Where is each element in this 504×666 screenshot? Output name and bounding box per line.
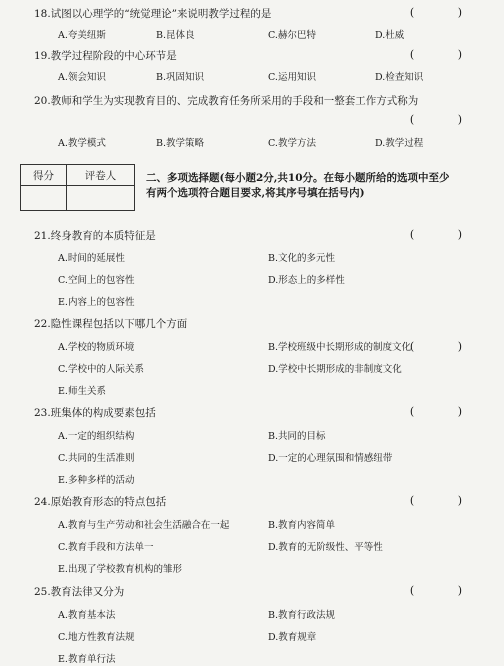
question-24: 24.原始教育形态的特点包括 <box>34 496 167 508</box>
answer-bracket-23: ( ) <box>409 405 482 418</box>
question-22: 22.隐性课程包括以下哪几个方面 <box>34 318 188 330</box>
section-heading-line1: 二、多项选择题(每小题2分,共10分。在每小题所给的选项中至少 <box>146 172 450 184</box>
option-23-e: E.多种多样的活动 <box>58 475 135 486</box>
option-20-a: A.教学模式 <box>58 138 106 149</box>
option-24-c: C.教育手段和方法单一 <box>58 542 154 553</box>
option-24-d: D.教育的无阶级性、平等性 <box>268 542 383 553</box>
answer-bracket-19: ( ) <box>409 48 482 61</box>
option-24-a: A.教育与生产劳动和社会生活融合在一起 <box>58 520 230 531</box>
question-20: 20.教师和学生为实现教育目的、完成教育任务所采用的手段和一整套工作方式称为 <box>34 95 419 107</box>
answer-bracket-21: ( ) <box>409 228 482 241</box>
answer-bracket-20: ( ) <box>409 113 482 126</box>
answer-bracket-24: ( ) <box>409 494 482 507</box>
option-21-a: A.时间的延展性 <box>58 253 125 264</box>
option-19-d: D.检查知识 <box>375 72 424 83</box>
option-18-a: A.夸美纽斯 <box>58 30 106 41</box>
option-18-b: B.昆体良 <box>156 30 195 41</box>
question-21: 21.终身教育的本质特征是 <box>34 230 156 242</box>
question-25: 25.教育法律又分为 <box>34 586 125 598</box>
option-25-d: D.教育规章 <box>268 632 317 643</box>
question-19: 19.教学过程阶段的中心环节是 <box>34 50 177 62</box>
score-cell <box>21 186 67 211</box>
option-22-c: C.学校中的人际关系 <box>58 364 144 375</box>
question-23: 23.班集体的构成要素包括 <box>34 407 156 419</box>
option-21-b: B.文化的多元性 <box>268 253 336 264</box>
option-23-d: D.一定的心理氛围和情感纽带 <box>268 453 393 464</box>
option-22-a: A.学校的物质环境 <box>58 342 135 353</box>
option-18-c: C.赫尔巴特 <box>268 30 316 41</box>
option-20-b: B.教学策略 <box>156 138 205 149</box>
option-24-e: E.出现了学校教育机构的雏形 <box>58 564 182 575</box>
option-21-c: C.空间上的包容性 <box>58 275 135 286</box>
option-19-c: C.运用知识 <box>268 72 316 83</box>
option-21-e: E.内容上的包容性 <box>58 297 135 308</box>
option-20-c: C.教学方法 <box>268 138 316 149</box>
option-23-a: A.一定的组织结构 <box>58 431 135 442</box>
option-20-d: D.教学过程 <box>375 138 424 149</box>
section-heading <box>146 171 486 201</box>
option-25-a: A.教育基本法 <box>58 610 116 621</box>
option-25-b: B.教育行政法规 <box>268 610 336 621</box>
option-22-d: D.学校中长期形成的非制度文化 <box>268 364 402 375</box>
answer-bracket-18: ( ) <box>409 6 482 19</box>
section-heading-line2: 有两个选项符合题目要求,将其序号填在括号内) <box>146 187 365 199</box>
answer-bracket-25: ( ) <box>409 584 482 597</box>
question-18: 18.试图以心理学的“统觉理论”来说明教学过程的是 <box>34 8 272 20</box>
score-table <box>20 164 135 211</box>
option-19-a: A.领会知识 <box>58 72 106 83</box>
option-22-b: B.学校班级中长期形成的制度文化 <box>268 342 412 353</box>
option-23-b: B.共同的目标 <box>268 431 326 442</box>
grader-label: 评卷人 <box>67 165 135 186</box>
option-25-c: C.地方性教育法规 <box>58 632 135 643</box>
option-21-d: D.形态上的多样性 <box>268 275 345 286</box>
option-22-e: E.师生关系 <box>58 386 106 397</box>
option-23-c: C.共同的生活准则 <box>58 453 135 464</box>
option-25-e: E.教育单行法 <box>58 654 116 665</box>
option-18-d: D.杜威 <box>375 30 405 41</box>
option-24-b: B.教育内容简单 <box>268 520 336 531</box>
answer-bracket-22: ( ) <box>409 340 482 353</box>
grader-cell <box>67 186 135 211</box>
option-19-b: B.巩固知识 <box>156 72 205 83</box>
score-label: 得分 <box>21 165 67 186</box>
